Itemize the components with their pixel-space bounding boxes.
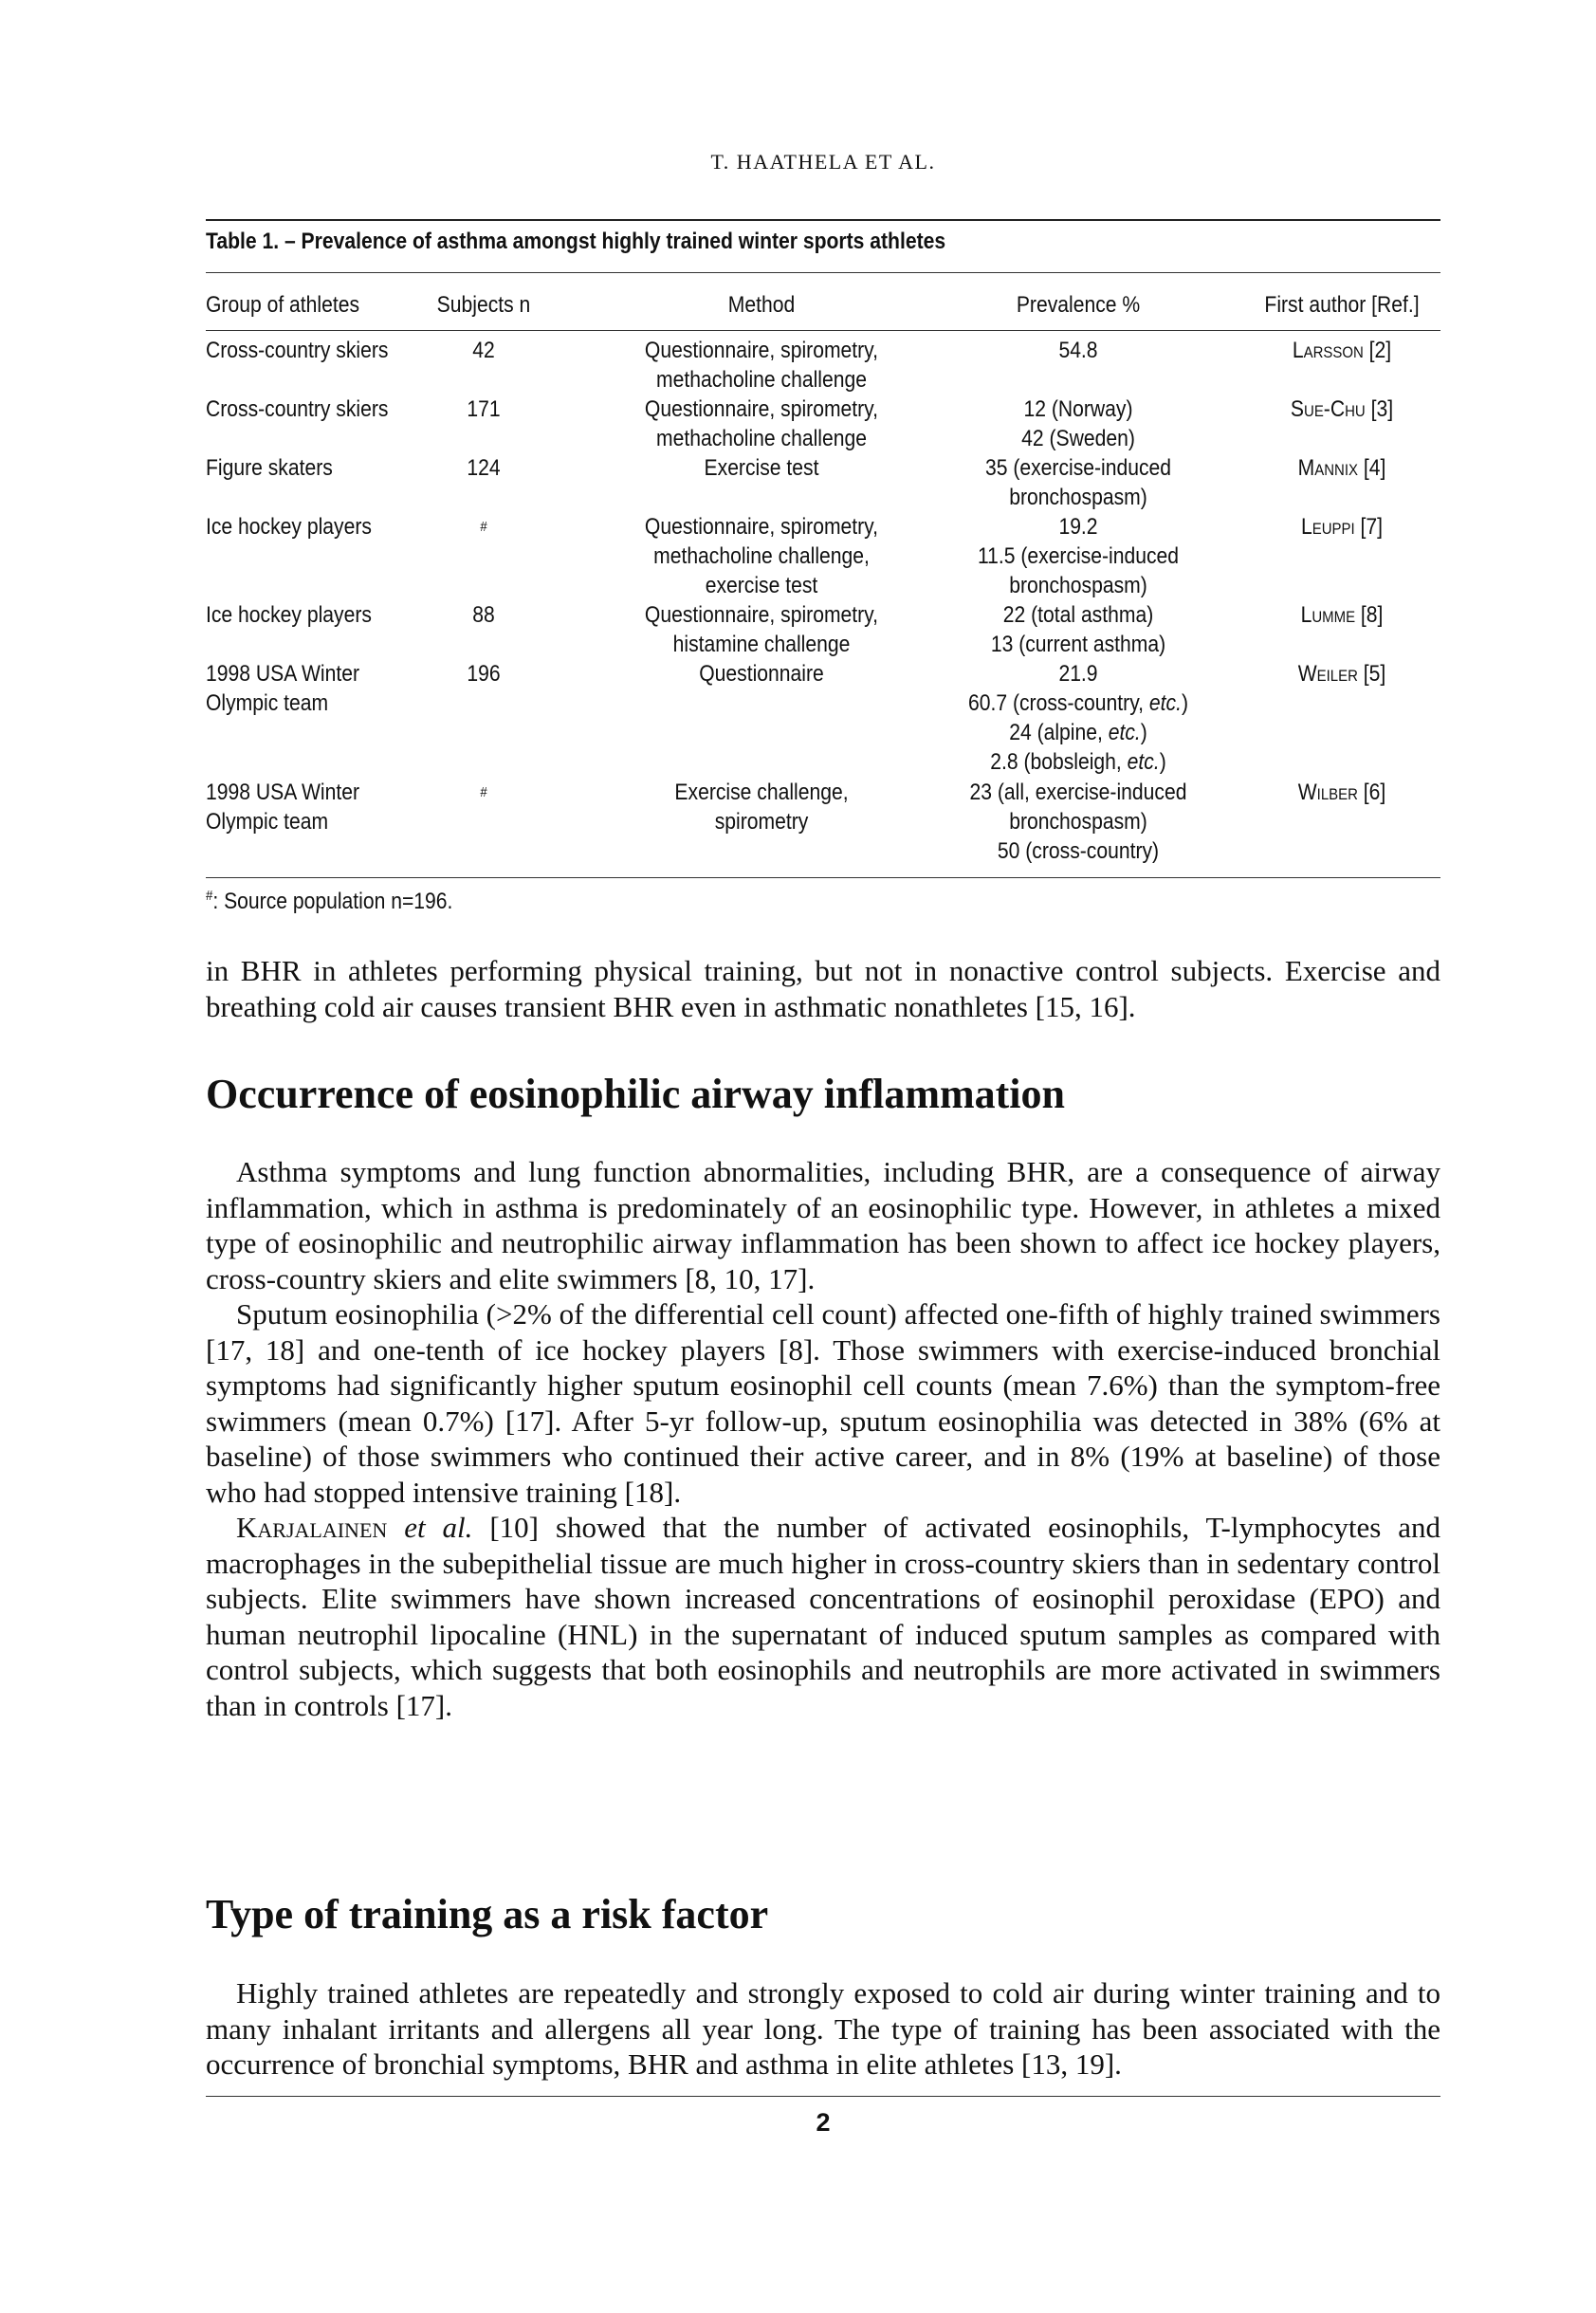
cell-prevalence: 35 (exercise-induced: [984, 455, 1172, 481]
author-ref: [7]: [1360, 514, 1383, 540]
cell-subjects: [433, 395, 534, 424]
cell-method: Questionnaire, spirometry,: [644, 396, 879, 422]
author-name: Lumme: [1300, 602, 1356, 628]
section-heading: Occurrence of eosinophilic airway inflammation: [206, 1071, 1065, 1117]
author-name: Wilber: [1297, 780, 1358, 805]
cell-method: histamine challenge: [672, 632, 851, 657]
cell-prevalence: 19.2: [1058, 514, 1098, 540]
author-ref: [5]: [1363, 661, 1386, 687]
cell-method: methacholine challenge: [656, 426, 867, 451]
table-header-rule: [206, 330, 1440, 331]
footer-rule: [206, 2096, 1440, 2097]
section2-body: [206, 1975, 1440, 2083]
cell-prevalence: bronchospasm): [1009, 573, 1147, 598]
author-ref: [3]: [1370, 396, 1394, 422]
cell-method: Questionnaire, spirometry,: [644, 514, 879, 540]
cell-method: Exercise test: [704, 455, 819, 481]
cell-prevalence: bronchospasm): [1009, 485, 1147, 510]
cell-author: [1241, 600, 1441, 630]
footnote-mark: #: [206, 888, 213, 904]
subjects-value: #: [480, 519, 487, 535]
author-name: Karjalainen: [236, 1511, 388, 1544]
cell-subjects: [433, 600, 534, 630]
intro-paragraph: [206, 953, 1440, 1024]
cell-prevalence: 21.9: [1058, 661, 1098, 687]
et-al: et al.: [404, 1511, 473, 1544]
subjects-value: 171: [467, 396, 501, 422]
cell-author: [1241, 395, 1441, 424]
cell-prevalence: 2.8 (bobsleigh, etc.): [990, 749, 1166, 775]
cell-subjects: [433, 512, 534, 547]
cell-method: exercise test: [705, 573, 818, 598]
author-ref: [2]: [1368, 338, 1392, 363]
header-method: Method: [727, 292, 796, 318]
table-title: Table 1. – Prevalence of asthma amongst highly trained winter sports athletes: [206, 229, 946, 254]
subjects-value: 196: [467, 661, 501, 687]
paragraph: Sputum eosinophilia (>2% of the differential cell count) affected one-fifth of highly trained swimmers [17, 18] and one-tenth of ice hockey players [8]. Those swimmers with exercise-induced bronchial symptoms had significantly higher sputum eosinophil cell counts (mean 7.6%) than the symptom-free swimmers (mean 0.7%) [17]. After 5-yr follow-up, sputum eosinophilia was detected in 38% (6% at baseline) of those swimmers who continued their active career, and in 8% (19% at baseline) of those who had stopped intensive training [18].: [206, 1297, 1440, 1509]
paragraph-text: [10] showed that the number of activated eosinophils, T-lymphocytes and macrophages in the subepithelial tissue are much higher in cross-country skiers than in sedentary control subjects. Elite swimmers have shown increased concentrations of eosinophil peroxidase (EPO) and human neutrophil lipocaline (HNL) in the supernatant of induced sputum samples as compared with control subjects, which suggests that both eosinophils and neutrophils are more activated in swimmers than in controls [17].: [206, 1511, 1440, 1722]
cell-prevalence: 24 (alpine, etc.): [1009, 720, 1147, 745]
page-number: 2: [816, 2108, 831, 2137]
cell-author: [1241, 778, 1441, 807]
footnote-text: : Source population n=196.: [212, 889, 453, 914]
cell-group: 1998 USA Winter: [206, 780, 360, 805]
paragraph: Highly trained athletes are repeatedly and strongly exposed to cold air during winter training and to many inhalant irritants and allergens all year long. The type of training has been associated with the occurrence of bronchial symptoms, BHR and asthma in elite athletes [13, 19].: [206, 1976, 1440, 2081]
paragraph: [206, 1510, 1440, 1723]
cell-prevalence: 50 (cross-country): [997, 838, 1160, 864]
prevalence-table: [206, 0, 1440, 891]
header-author: First author [Ref.]: [1264, 292, 1420, 318]
author-name: Leuppi: [1300, 514, 1355, 540]
cell-group: 1998 USA Winter: [206, 661, 360, 687]
cell-author: [1241, 336, 1441, 365]
cell-method: methacholine challenge,: [653, 543, 870, 569]
header-subjects: Subjects n: [436, 292, 531, 318]
section1-body: [206, 1154, 1440, 1723]
subjects-value: 42: [472, 338, 495, 363]
author-name: Sue-Chu: [1290, 396, 1366, 422]
cell-prevalence: 42 (Sweden): [1021, 426, 1135, 451]
cell-prevalence: 60.7 (cross-country, etc.): [967, 690, 1189, 716]
cell-method: Exercise challenge,: [674, 780, 849, 805]
cell-group: Olympic team: [206, 809, 329, 835]
cell-method: spirometry: [714, 809, 809, 835]
author-name: Mannix: [1297, 455, 1358, 481]
author-ref: [8]: [1360, 602, 1384, 628]
author-name: Larsson: [1292, 338, 1364, 363]
subjects-value: #: [480, 784, 487, 800]
cell-subjects: [433, 659, 534, 688]
header-prevalence: Prevalence %: [1016, 292, 1141, 318]
cell-method: Questionnaire: [699, 661, 824, 687]
subjects-value: 124: [467, 455, 501, 481]
cell-prevalence: 12 (Norway): [1023, 396, 1133, 422]
author-name: Weiler: [1297, 661, 1358, 687]
cell-method: methacholine challenge: [656, 367, 867, 393]
cell-prevalence: 11.5 (exercise-induced: [977, 543, 1180, 569]
author-ref: [4]: [1363, 455, 1386, 481]
table-bottom-rule: [206, 877, 1440, 878]
running-head: T. HAATHELA ET AL.: [710, 150, 936, 174]
cell-group: Figure skaters: [206, 455, 333, 481]
table-footnote: [206, 888, 452, 915]
header-group: Group of athletes: [206, 292, 360, 318]
paragraph: Asthma symptoms and lung function abnormalities, including BHR, are a consequence of airway inflammation, which in asthma is predominately of an eosinophilic type. However, in athletes a mixed type of eosinophilic and neutrophilic airway inflammation has been shown to affect ice hockey players, cross-country skiers and elite swimmers [8, 10, 17].: [206, 1155, 1440, 1295]
author-ref: [6]: [1363, 780, 1386, 805]
cell-subjects: [433, 778, 534, 813]
cell-prevalence: 54.8: [1058, 338, 1098, 363]
cell-prevalence: bronchospasm): [1009, 809, 1147, 835]
cell-method: Questionnaire, spirometry,: [644, 338, 879, 363]
cell-prevalence: 23 (all, exercise-induced: [969, 780, 1187, 805]
paragraph: in BHR in athletes performing physical training, but not in nonactive control subjects. Exercise and breathing cold air causes transient BHR even in asthmatic nonathletes [15, 16].: [206, 954, 1440, 1023]
cell-group: Cross-country skiers: [206, 396, 389, 422]
cell-author: [1241, 453, 1441, 483]
cell-subjects: [433, 453, 534, 483]
cell-prevalence: 22 (total asthma): [1002, 602, 1154, 628]
cell-group: Cross-country skiers: [206, 338, 389, 363]
subjects-value: 88: [472, 602, 495, 628]
cell-author: [1241, 659, 1441, 688]
cell-group: Olympic team: [206, 690, 329, 716]
cell-group: Ice hockey players: [206, 514, 372, 540]
section-heading: Type of training as a risk factor: [206, 1891, 769, 1937]
cell-prevalence: 13 (current asthma): [990, 632, 1166, 657]
cell-method: Questionnaire, spirometry,: [644, 602, 879, 628]
cell-author: [1241, 512, 1441, 542]
cell-subjects: [433, 336, 534, 365]
cell-group: Ice hockey players: [206, 602, 372, 628]
